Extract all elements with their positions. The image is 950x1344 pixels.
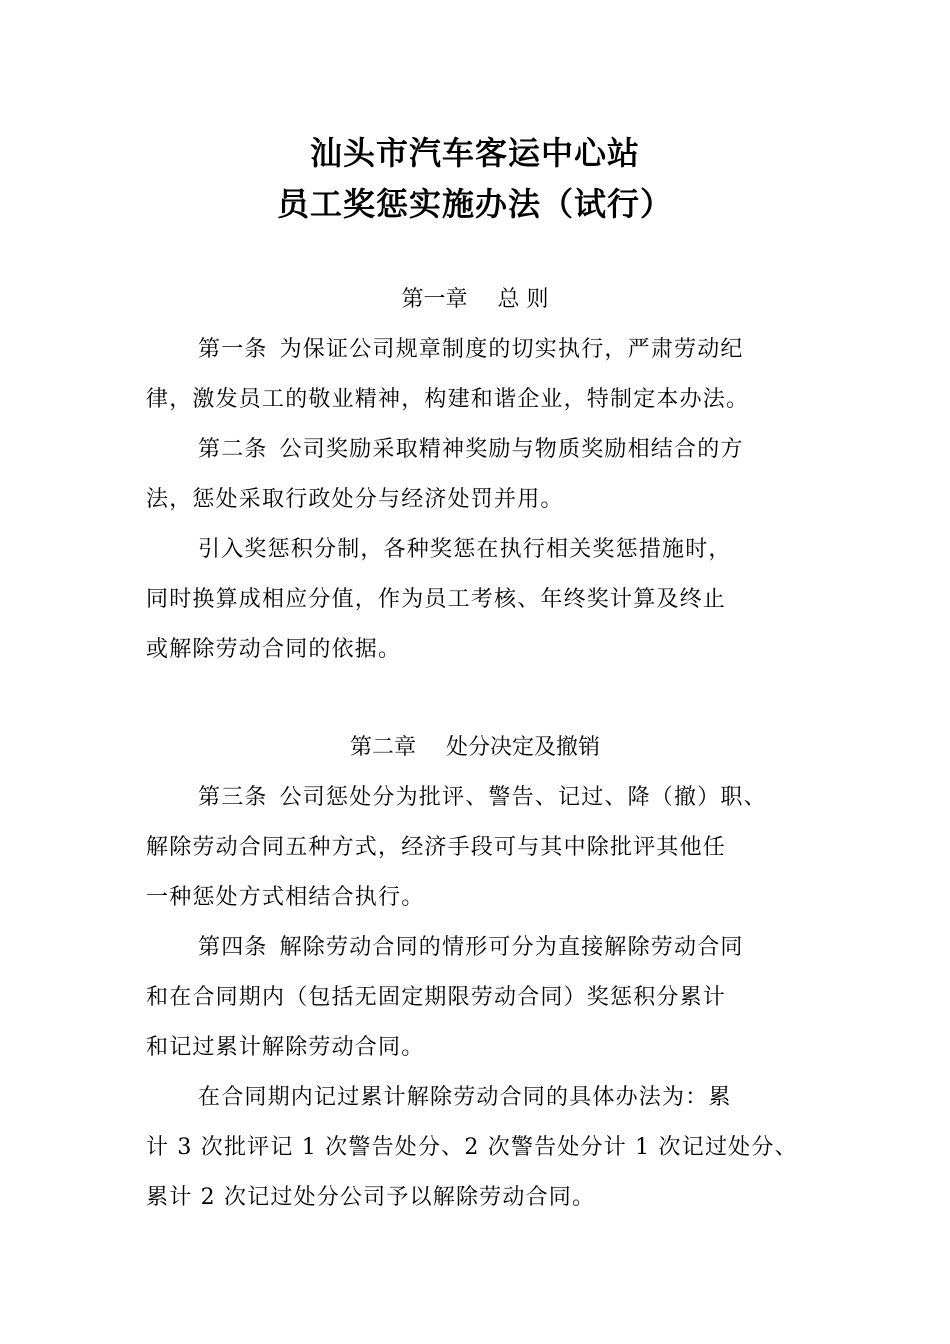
- article-4-line-3: 和记过累计解除劳动合同。: [146, 1035, 425, 1060]
- article-1-number: 第一条: [198, 337, 268, 362]
- article-2-text: 公司奖励采取精神奖励与物质奖励相结合的方: [279, 437, 744, 462]
- chapter-2-number: 第二章: [349, 735, 416, 760]
- document-title-line-2: 员工奖惩实施办法（试行）: [276, 185, 673, 223]
- article-1-line-2: 律，激发员工的敬业精神，构建和谐企业，特制定本办法。: [146, 387, 750, 412]
- paragraph-3-line-3: 或解除劳动合同的依据。: [146, 637, 402, 662]
- chapter-1-number: 第一章: [401, 287, 468, 312]
- article-4-line-2: 和在合同期内（包括无固定期限劳动合同）奖惩积分累计: [146, 985, 727, 1010]
- article-4-number: 第四条: [198, 935, 268, 960]
- article-2-number: 第二条: [198, 437, 268, 462]
- article-3-line-1: [198, 783, 767, 813]
- article-2-line-2: 法，惩处采取行政处分与经济处罚并用。: [146, 487, 564, 512]
- article-4-text: 解除劳动合同的情形可分为直接解除劳动合同: [279, 935, 744, 960]
- paragraph-3-line-2: 同时换算成相应分值，作为员工考核、年终奖计算及终止: [146, 587, 727, 612]
- article-1-line-1: [198, 335, 744, 365]
- article-3-line-2: 解除劳动合同五种方式，经济手段可与其中除批评其他任: [146, 835, 727, 860]
- chapter-1-heading: [0, 285, 950, 315]
- paragraph-5-line-2: 计 3 次批评记 1 次警告处分、2 次警告处分计 1 次记过处分、: [146, 1135, 798, 1160]
- chapter-1-name: 总 则: [497, 287, 549, 312]
- paragraph-5-line-3: 累计 2 次记过处分公司予以解除劳动合同。: [146, 1185, 596, 1210]
- article-1-text: 为保证公司规章制度的切实执行，严肃劳动纪: [279, 337, 744, 362]
- document-title-line-1: 汕头市汽车客运中心站: [309, 134, 640, 172]
- paragraph-3-line-1: 引入奖惩积分制，各种奖惩在执行相关奖惩措施时，: [198, 537, 732, 562]
- article-3-text: 公司惩处分为批评、警告、记过、降（撤）职、: [279, 785, 767, 810]
- article-4-line-1: [198, 933, 744, 963]
- chapter-2-name: 处分决定及撤销: [446, 735, 601, 760]
- article-2-line-1: [198, 435, 744, 465]
- article-3-line-3: 一种惩处方式相结合执行。: [146, 885, 425, 910]
- chapter-2-heading: [0, 733, 950, 763]
- article-3-number: 第三条: [198, 785, 268, 810]
- paragraph-5-line-1: 在合同期内记过累计解除劳动合同的具体办法为：累: [198, 1085, 732, 1110]
